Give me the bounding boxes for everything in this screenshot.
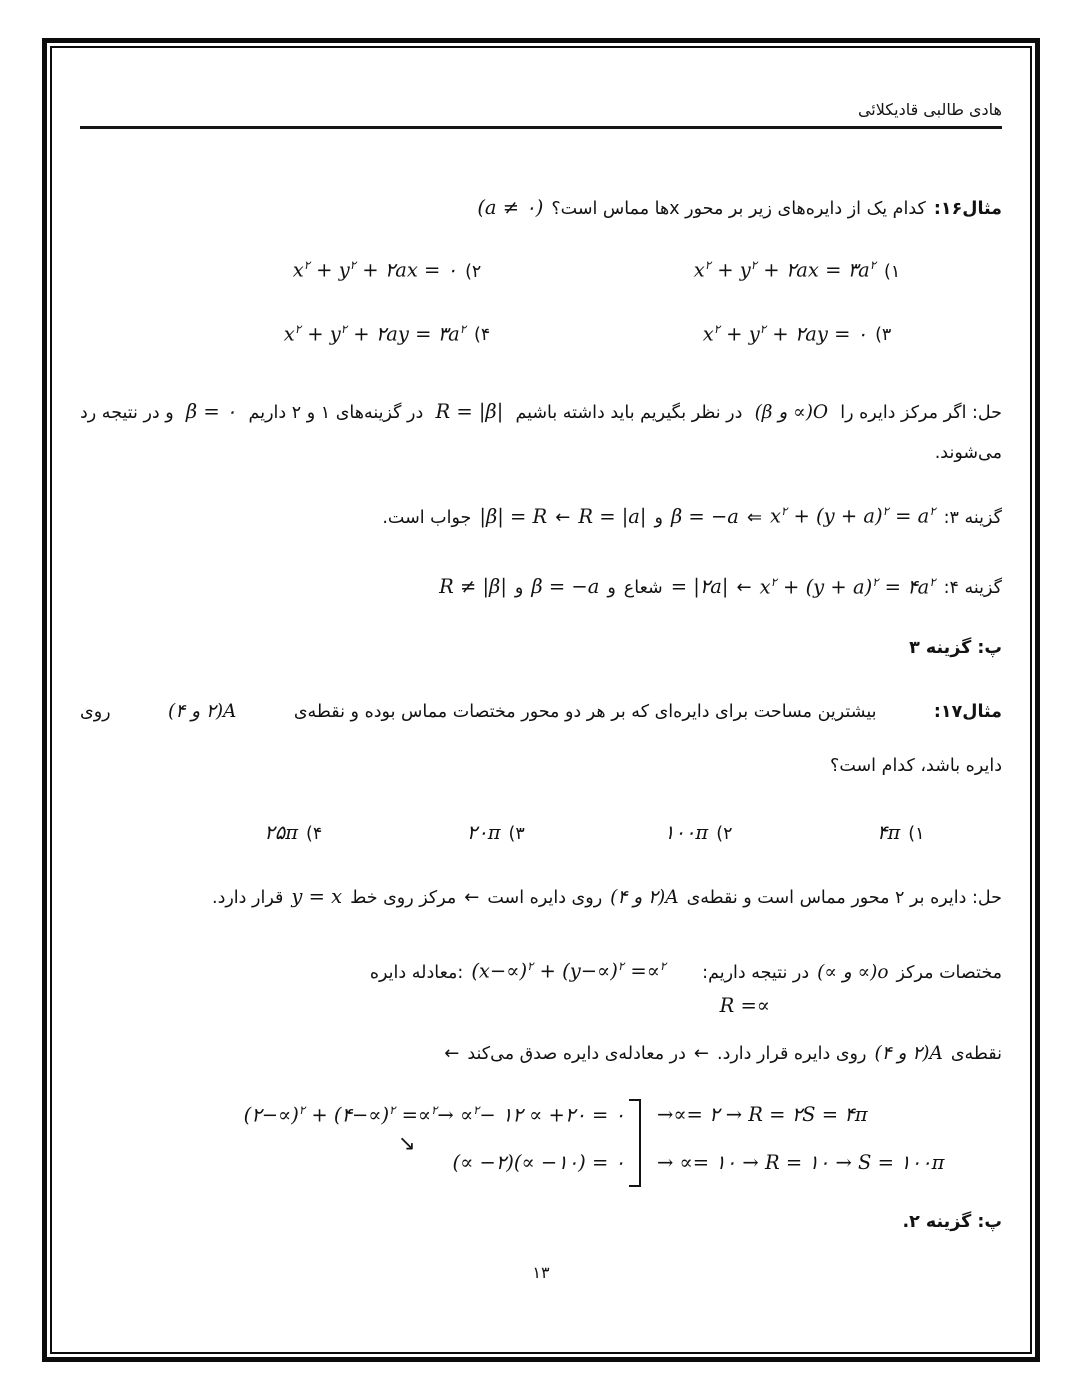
derivation-expression: (∝ −۲)(∝ −۱۰) = ۰ (452, 1151, 625, 1174)
option-2 (597, 821, 800, 844)
solution-text: می‌شوند. (934, 443, 1002, 463)
example17-question-text-end: روی (80, 702, 111, 722)
option-1 (592, 258, 1002, 282)
option-1-expression: $x^۲ + y^۲$ + ۲ax = $۳a^۲$ (693, 258, 877, 282)
solution-text: قرار دارد. (212, 888, 284, 908)
option-3-marker: ۳) (508, 824, 525, 844)
example17-label: مثال۱۷: (933, 702, 1002, 722)
arrow-icon: ← (736, 577, 752, 598)
solution-text: مرکز روی خط (350, 888, 457, 908)
answer-text: پ: گزینه ۳ (909, 638, 1002, 658)
option-3-expression: ۲۰π (466, 821, 501, 844)
example16-case3-line (80, 496, 1002, 533)
solution-text: در نتیجه داریم: (702, 962, 810, 983)
author-name: هادی طالبی قادیکلائی (857, 100, 1002, 119)
option-2 (182, 258, 592, 282)
derivation-result: → ∝= ۱۰ → R = ۱۰ → S = ۱۰۰π (657, 1151, 945, 1174)
option-3 (395, 821, 598, 844)
option-4-marker: ۴) (306, 824, 323, 844)
example17-solution-line1 (80, 882, 1002, 913)
option-4-expression: ۲۵π (264, 821, 299, 844)
circle-center-notation: o(∝ و ∝) (817, 961, 889, 983)
point-notation: A(۲ و ۴) (874, 1042, 943, 1064)
option-4 (192, 821, 395, 844)
example17-solution-line4 (80, 1039, 1002, 1069)
radius-word: شعاع (623, 578, 663, 598)
math-expression: β = −a (670, 504, 739, 528)
example17-options-row (192, 821, 1002, 844)
option-2-expression: ۱۰۰π (664, 821, 709, 844)
math-expression: |β| = R (479, 504, 548, 528)
option-3 (592, 322, 1002, 346)
math-expression: R = |β| (435, 400, 504, 423)
math-expression: y = x (291, 885, 343, 908)
solution-text: در گزینه‌های ۱ و ۲ داریم (248, 403, 424, 423)
example16-solution-line2 (80, 438, 1002, 468)
case3-label: گزینه ۳: (943, 507, 1002, 528)
page-border-inner (50, 46, 1032, 1354)
math-expression: R ≠ |β| (439, 575, 507, 598)
page-header (80, 100, 1002, 119)
option-4 (182, 322, 592, 346)
derivation-expression: (۲−∝)$^۲$ + (۴−∝)$^۲$ =∝$^۲$→ ∝$^۲$− ۱۲ ∝ +۲۰ = ۰ (243, 1102, 625, 1127)
solution-text: در معادله‌ی دایره صدق می‌کند (467, 1043, 686, 1064)
derivation-row1 (80, 1091, 1002, 1139)
option-2-marker: ۲) (716, 824, 733, 844)
example16-label: مثال۱۶: (933, 199, 1002, 219)
page-number (80, 1263, 1002, 1282)
example17-solution-line3 (80, 994, 1002, 1017)
arrow-icon: ← (555, 506, 571, 528)
example17-answer (80, 1207, 1002, 1237)
solution-text: روی دایره قرار دارد. (717, 1043, 867, 1064)
example16-answer (80, 633, 1002, 663)
radius-equation: R =∝ (719, 993, 770, 1017)
solution-text: مختصات مرکز (896, 962, 1002, 983)
option-2-expression: $x^۲ + y^۲$ + ۲ax = ۰ (292, 258, 458, 282)
example16-options-row1 (182, 258, 1002, 282)
point-notation: A(۲ و ۴) (610, 887, 679, 908)
conjunction-text: و (654, 507, 663, 528)
example16-question-text: کدام یک از دایره‌های زیر بر محور xها مماس است؟ (551, 199, 926, 219)
solution-text: حل: اگر مرکز دایره را (840, 403, 1002, 423)
example16-solution-line1 (80, 397, 1002, 428)
arrow-icon: ← (464, 887, 480, 908)
answer-text: پ: گزینه ۲. (902, 1211, 1002, 1232)
solution-text: نقطه‌ی (950, 1043, 1002, 1064)
case4-label: گزینه ۴: (943, 578, 1002, 598)
example17-question-text: بیشترین مساحت برای دایره‌ای که بر هر دو محور مختصات مماس بوده و نقطه‌ی (293, 702, 877, 722)
header-rule (80, 126, 1002, 129)
arrow-icon: ← (444, 1042, 460, 1064)
grouping-bracket (629, 1099, 641, 1187)
example16-question (80, 193, 1002, 224)
equation-label: :معادله دایره (369, 962, 464, 983)
circle-center-notation: O(∝ و β) (754, 402, 829, 423)
case3-conclusion: جواب است. (382, 507, 472, 528)
math-expression: β = −a (531, 575, 600, 598)
option-2-marker: ۲) (465, 261, 482, 282)
option-1-marker: ۱) (884, 261, 901, 282)
page-content (52, 48, 1030, 1352)
solution-text: در نظر بگیریم باید داشته باشیم (515, 403, 743, 423)
example16-options-row2 (182, 322, 1002, 346)
math-expression: R = |a| (578, 504, 647, 528)
option-1-expression: ۴π (876, 821, 901, 844)
branch-arrow-icon: ↘ (398, 1130, 416, 1155)
solution-text: روی دایره است (487, 888, 603, 908)
page-number-value: ۱۳ (532, 1262, 550, 1282)
example17-question-line2 (80, 751, 1002, 781)
double-arrow-icon: ⇐ (746, 506, 763, 528)
arrow-icon: ← (693, 1042, 709, 1064)
example17-derivation-block (80, 1091, 1002, 1191)
option-3-expression: $x^۲ + y^۲$ + ۲ay = ۰ (702, 321, 868, 345)
math-expression: $x^۲ + (y + a)^۲$ = $۴a^۲$ (759, 574, 936, 598)
example16-condition: (a ≠ ۰) (477, 196, 544, 219)
math-expression: β = ۰ (185, 400, 237, 423)
circle-equation: $(x-\propto)^۲ + (y-\propto)^۲ =\propto^۲$ (471, 959, 667, 983)
point-notation: A(۲ و ۴) (168, 701, 237, 722)
example17-solution-line2 (80, 951, 1002, 988)
example16-case4-line (80, 567, 1002, 604)
derivation-row2 (80, 1139, 1002, 1187)
example17-question-text2: دایره باشد، کدام است؟ (830, 756, 1002, 776)
option-1 (800, 821, 1003, 844)
example17-question-line1 (80, 697, 1002, 727)
option-4-expression: $x^۲ + y^۲$ + ۲ay = $۳a^۲$ (283, 321, 467, 345)
math-expression: $x^۲ + (y + a)^۲ = a^۲$ (770, 504, 936, 528)
conjunction-text: و (607, 578, 616, 598)
solution-text: و در نتیجه رد (80, 403, 174, 423)
option-3-marker: ۳) (875, 325, 892, 345)
derivation-result: →∝= ۲ → R = ۲S = ۴π (657, 1103, 868, 1126)
page-border (42, 38, 1040, 1362)
conjunction-text: و (514, 578, 524, 598)
option-1-marker: ۱) (908, 824, 925, 844)
math-expression: = |۲a| (670, 575, 729, 598)
solution-text: حل: دایره بر ۲ محور مماس است و نقطه‌ی (686, 888, 1002, 908)
option-4-marker: ۴) (474, 325, 491, 345)
